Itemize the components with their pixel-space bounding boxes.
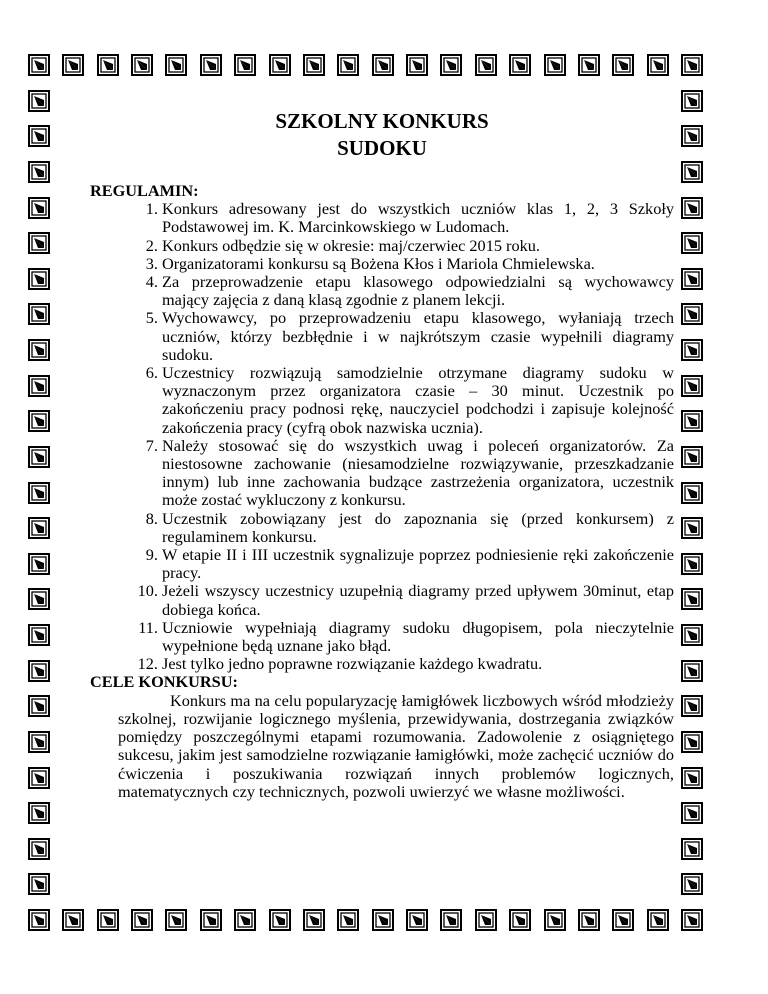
rule-text: Jest tylko jedno poprawne rozwiązanie każdego kwadratu. [162,654,543,674]
rule-number: 4. [145,272,158,292]
arrow-corner-icon [28,517,50,539]
rule-text: Wychowawcy, po przeprowadzeniu etapu klasowego, wyłaniają trzech uczniów, którzy bezbłędnie i w najkrótszym czasie wypełnili diagramy sudoku. [162,308,674,364]
arrow-corner-icon [28,268,50,290]
arrow-corner-icon [681,410,703,432]
rule-text: Jeżeli wszyscy uczestnicy uzupełnią diagramy przed upływem 30minut, etap dobiega końca. [162,581,674,619]
arrow-corner-icon [28,375,50,397]
rules-heading: REGULAMIN: [90,181,199,200]
arrow-corner-icon [28,54,50,76]
arrow-corner-icon [440,54,462,76]
list-item [90,255,674,273]
arrow-corner-icon [681,767,703,789]
rule-number: 8. [145,508,158,528]
arrow-corner-icon [578,909,600,931]
document-title-line2: SUDOKU [337,136,427,160]
arrow-corner-icon [509,909,531,931]
arrow-corner-icon [406,909,428,931]
arrow-corner-icon [28,410,50,432]
arrow-corner-icon [269,54,291,76]
list-item [90,510,674,546]
arrow-corner-icon [681,375,703,397]
arrow-corner-icon [681,339,703,361]
arrow-corner-icon [681,731,703,753]
rule-text: Konkurs adresowany jest do wszystkich uczniów klas 1, 2, 3 Szkoły Podstawowej im. K. Marcinkowskiego w Ludomach. [162,199,674,237]
arrow-corner-icon [62,54,84,76]
arrow-corner-icon [681,161,703,183]
rules-list [90,200,674,673]
arrow-corner-icon [681,197,703,219]
arrow-corner-icon [681,588,703,610]
arrow-corner-icon [372,909,394,931]
arrow-corner-icon [303,54,325,76]
rule-text: Uczniowie wypełniają diagramy sudoku długopisem, pola nieczytelnie wypełnione będą uznane jako błąd. [162,617,674,656]
arrow-corner-icon [28,90,50,112]
rule-number: 2. [145,235,158,255]
arrow-corner-icon [28,660,50,682]
arrow-corner-icon [131,909,153,931]
arrow-corner-icon [28,588,50,610]
arrow-corner-icon [681,446,703,468]
list-item [90,273,674,309]
arrow-corner-icon [681,553,703,575]
rule-text: Uczestnicy rozwiązują samodzielnie otrzymane diagramy sudoku w wyznaczonym przez organizatora czasie – 30 minut. Uczestnik po zakończeniu pracy podnosi rękę, nauczyciel podchodzi i zapisuje kolejność zakończenia pracy (cyfrą obok nazwiska ucznia). [162,363,674,437]
arrow-corner-icon [28,695,50,717]
rule-text: Organizatorami konkursu są Bożena Kłos i Mariola Chmielewska. [162,253,595,273]
arrow-corner-icon [200,909,222,931]
arrow-corner-icon [97,909,119,931]
goals-paragraph: Konkurs ma na celu popularyzację łamigłówek liczbowych wśród młodzieży szkolnej, rozwijanie logicznego myślenia, przewidywania, dostrzegania związków pomiędzy poszczególnymi etapami rozumowania. Zadowolenie z osiągniętego sukcesu, jakim jest samodzielne rozwiązanie łamigłówki, może zachęcić uczniów do ćwiczenia i poszukiwania rozwiązań innych problemów logicznych, matematycznych czy technicznych, pozwoli uwierzyć we własne możliwości. [118,690,674,801]
arrow-corner-icon [681,125,703,147]
list-item [90,364,674,437]
arrow-corner-icon [28,802,50,824]
arrow-corner-icon [28,731,50,753]
arrow-corner-icon [234,54,256,76]
arrow-corner-icon [28,161,50,183]
arrow-corner-icon [131,54,153,76]
rule-number: 9. [145,545,158,565]
arrow-corner-icon [681,482,703,504]
arrow-corner-icon [681,802,703,824]
arrow-corner-icon [28,339,50,361]
arrow-corner-icon [28,303,50,325]
arrow-corner-icon [681,660,703,682]
arrow-corner-icon [234,909,256,931]
arrow-corner-icon [681,303,703,325]
rule-number: 12. [137,654,158,674]
rule-number: 5. [145,308,158,328]
arrow-corner-icon [28,767,50,789]
rule-number: 10. [137,581,158,601]
arrow-corner-icon [681,517,703,539]
arrow-corner-icon [681,90,703,112]
arrow-corner-icon [303,909,325,931]
arrow-corner-icon [165,909,187,931]
arrow-corner-icon [475,909,497,931]
arrow-corner-icon [28,446,50,468]
arrow-corner-icon [97,54,119,76]
list-item [90,237,674,255]
arrow-corner-icon [165,54,187,76]
arrow-corner-icon [681,268,703,290]
arrow-corner-icon [28,125,50,147]
arrow-corner-icon [28,482,50,504]
arrow-corner-icon [681,873,703,895]
list-item [90,655,674,673]
rule-number: 1. [145,199,158,219]
list-item [90,309,674,364]
rule-text: Uczestnik zobowiązany jest do zapoznania się (przed konkursem) z regulaminem konkursu. [162,508,674,546]
arrow-corner-icon [28,553,50,575]
rule-text: W etapie II i III uczestnik sygnalizuje poprzez podniesienie ręki zakończenie pracy. [162,545,674,583]
list-item [90,546,674,582]
arrow-corner-icon [337,909,359,931]
arrow-corner-icon [681,54,703,76]
rule-text: Należy stosować się do wszystkich uwag i poleceń organizatorów. Za niestosowne zachowanie (niesamodzielne rozwiązywanie, przeszkadzanie innym) lub inne zachowania budzące zastrzeżenia organizatora, uczestnik może zostać wykluczony z konkursu. [162,435,674,510]
arrow-corner-icon [406,54,428,76]
arrow-corner-icon [62,909,84,931]
list-item [90,619,674,655]
arrow-corner-icon [612,54,634,76]
list-item [90,200,674,236]
rule-number: 3. [145,253,158,273]
arrow-corner-icon [475,54,497,76]
arrow-corner-icon [681,624,703,646]
rule-text: Za przeprowadzenie etapu klasowego odpowiedzialni są wychowawcy mający zajęcia z daną klasą zgodnie z planem lekcji. [162,272,674,310]
arrow-corner-icon [544,54,566,76]
arrow-corner-icon [647,54,669,76]
list-item [90,582,674,618]
arrow-corner-icon [28,909,50,931]
list-item [90,437,674,510]
arrow-corner-icon [578,54,600,76]
arrow-corner-icon [28,873,50,895]
arrow-corner-icon [612,909,634,931]
arrow-corner-icon [544,909,566,931]
arrow-corner-icon [681,695,703,717]
arrow-corner-icon [681,909,703,931]
rule-number: 11. [138,617,158,637]
arrow-corner-icon [28,197,50,219]
rule-number: 6. [145,363,158,383]
arrow-corner-icon [28,838,50,860]
rule-number: 7. [145,435,158,455]
arrow-corner-icon [269,909,291,931]
goals-heading: CELE KONKURSU: [90,672,238,692]
arrow-corner-icon [28,624,50,646]
rule-text: Konkurs odbędzie się w okresie: maj/czerwiec 2015 roku. [162,235,540,255]
arrow-corner-icon [509,54,531,76]
arrow-corner-icon [337,54,359,76]
arrow-corner-icon [681,838,703,860]
arrow-corner-icon [440,909,462,931]
document-title-line1: SZKOLNY KONKURS [275,109,489,133]
arrow-corner-icon [647,909,669,931]
arrow-corner-icon [372,54,394,76]
arrow-corner-icon [28,232,50,254]
arrow-corner-icon [200,54,222,76]
arrow-corner-icon [681,232,703,254]
document-body [90,100,674,801]
